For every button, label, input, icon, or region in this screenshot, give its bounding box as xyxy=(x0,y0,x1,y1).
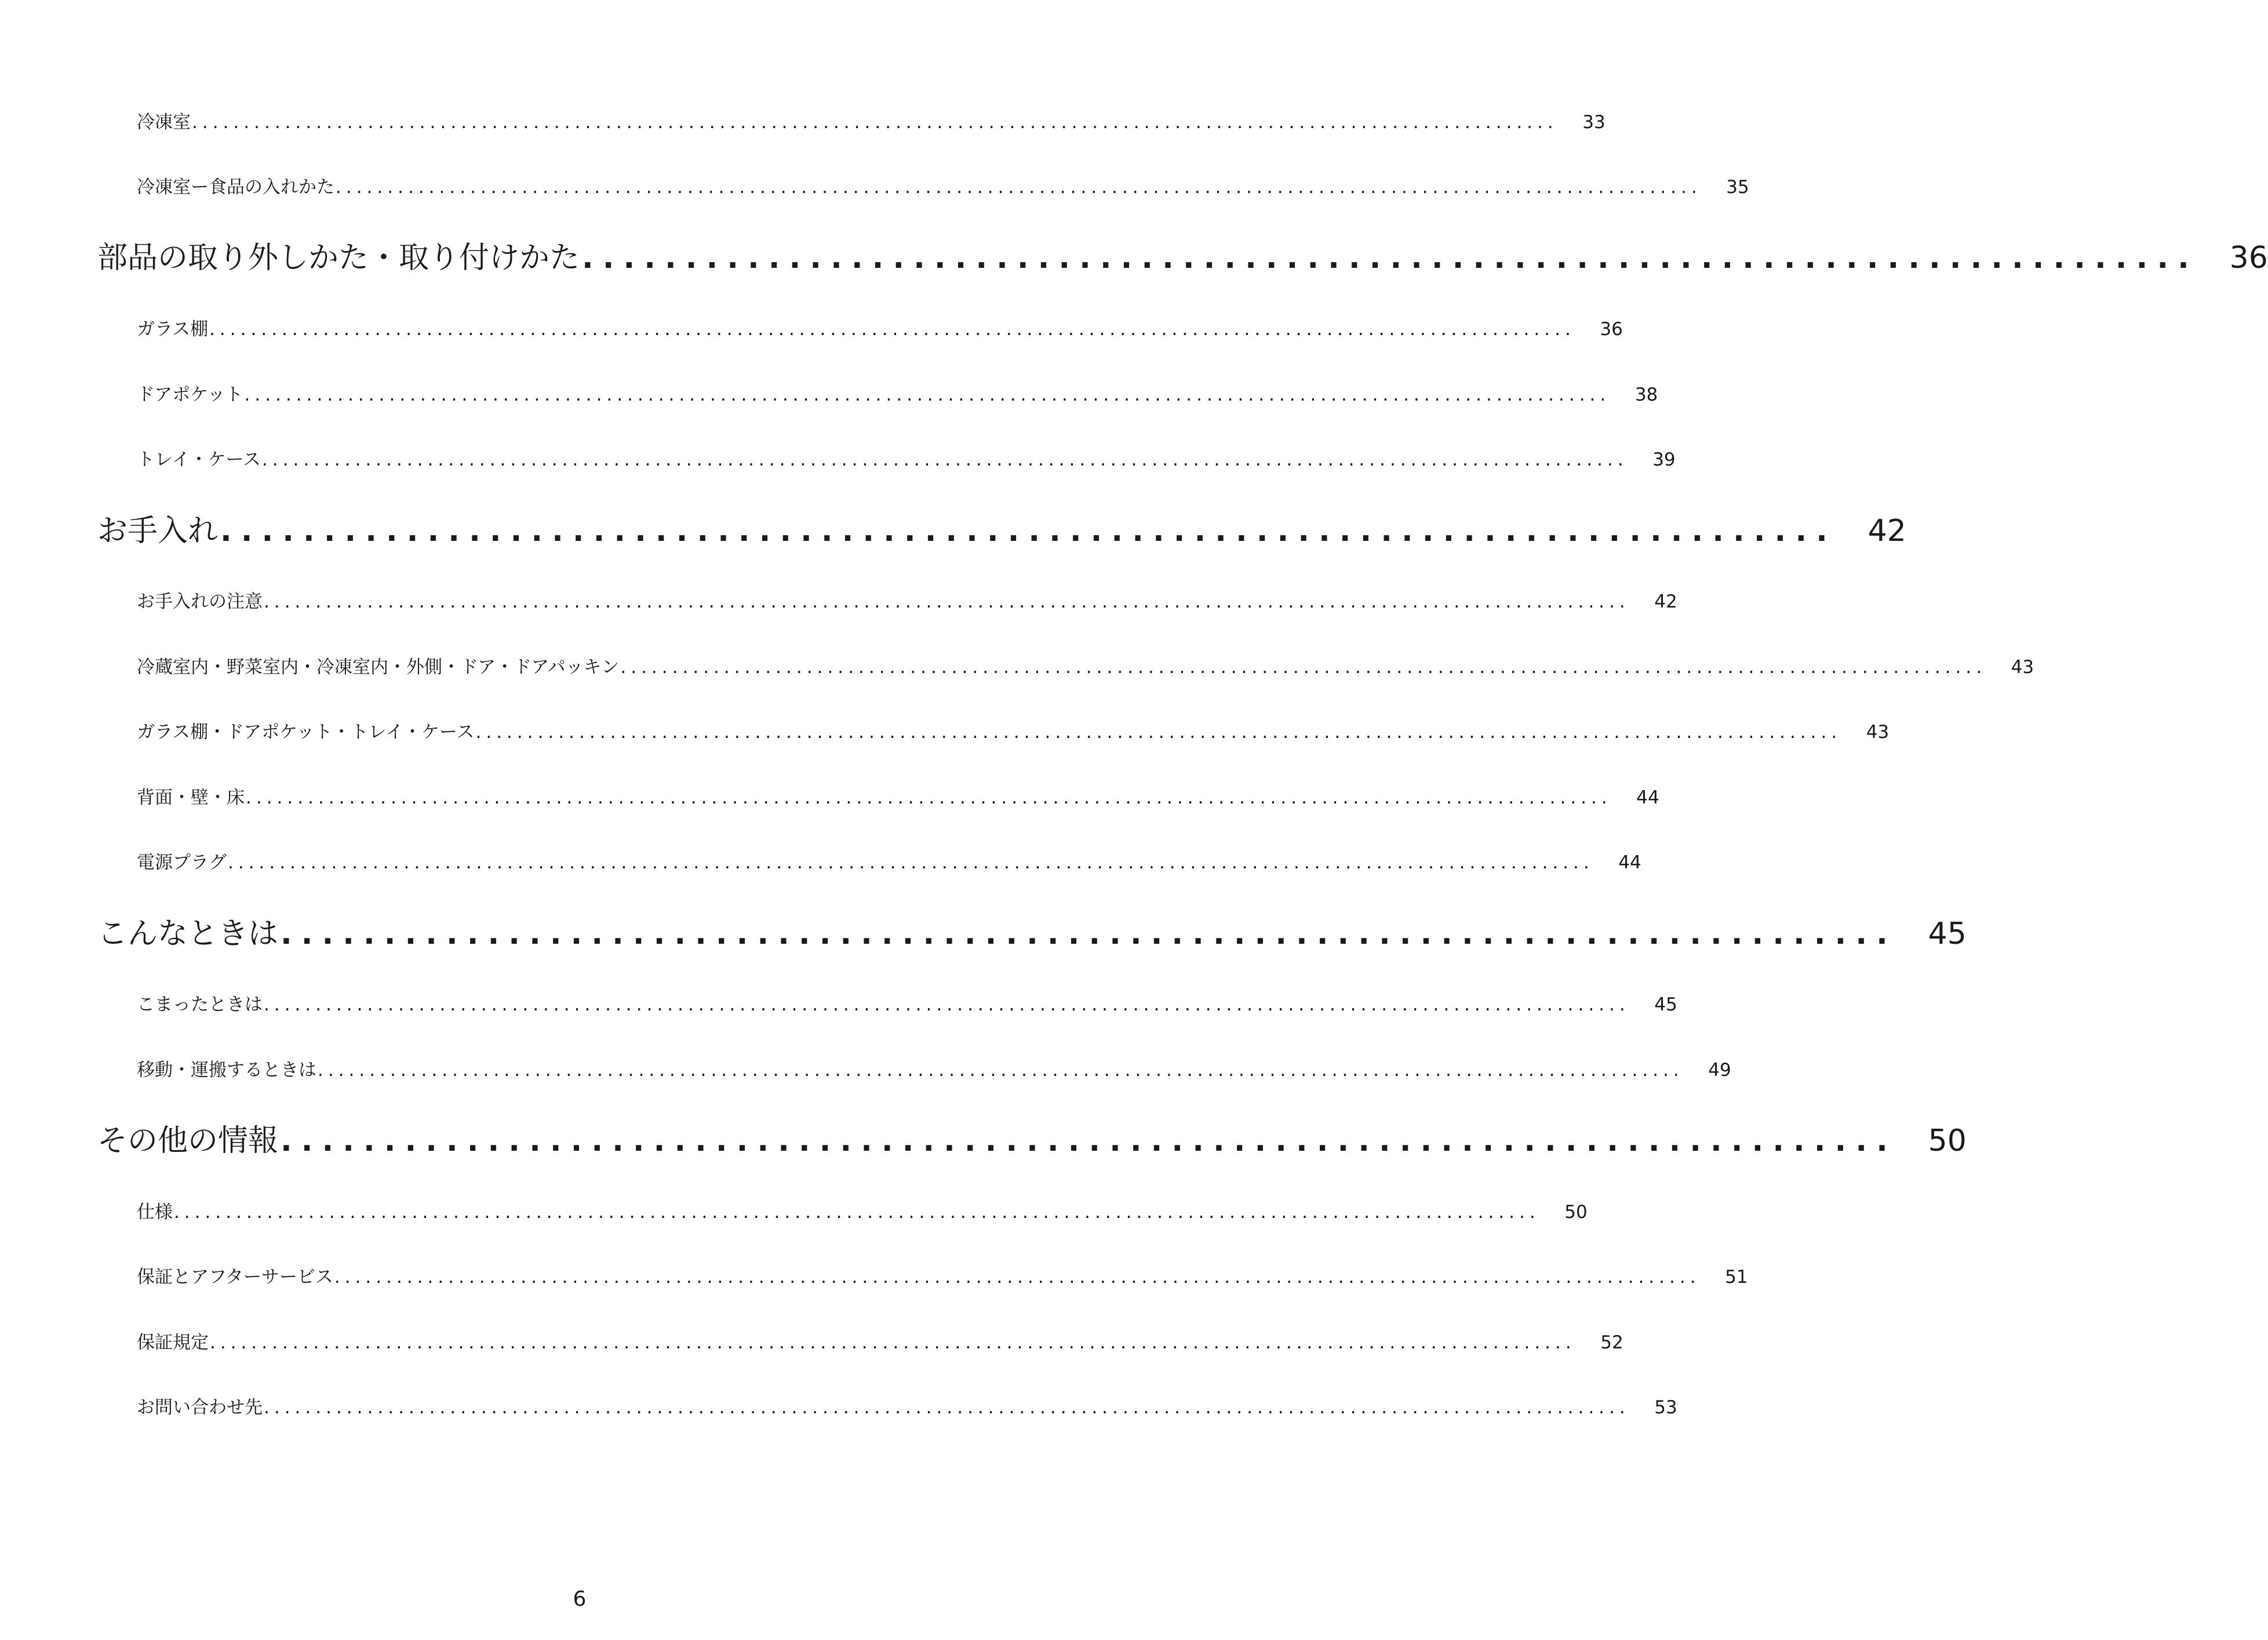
toc-section-heading[interactable] xyxy=(97,233,2268,275)
dot-leader: .................................................................................................................................... xyxy=(264,1397,1630,1418)
toc-entry-page: 52 xyxy=(1600,1332,1623,1353)
page-number: 6 xyxy=(573,1587,587,1611)
toc-entry-label: ドアポケット xyxy=(137,384,243,405)
toc-entry[interactable] xyxy=(137,172,1749,198)
toc-entry-label: 電源プラグ xyxy=(137,852,227,873)
toc-section-label: こんなときは xyxy=(97,917,279,951)
toc-entry-page: 33 xyxy=(1582,112,1606,133)
toc-entry-page: 49 xyxy=(1708,1060,1731,1081)
toc-entry-label: 冷凍室ー食品の入れかた xyxy=(137,177,334,198)
toc-entry-page: 35 xyxy=(1726,177,1749,198)
toc-section-label: その他の情報 xyxy=(97,1123,279,1158)
toc-section-heading[interactable] xyxy=(97,909,1967,951)
toc-entry[interactable] xyxy=(137,1262,1748,1288)
toc-entry-page: 45 xyxy=(1654,994,1677,1015)
toc-section-heading[interactable] xyxy=(97,1116,1967,1158)
toc-entry-page: 38 xyxy=(1634,384,1658,405)
toc-entry-label: 移動・運搬するときは xyxy=(137,1060,316,1081)
toc-entry[interactable] xyxy=(137,717,1890,743)
dot-leader: .................................................................................................................................... xyxy=(264,591,1630,612)
dot-leader: .............................................................................. xyxy=(281,1123,1897,1158)
dot-leader: .................................................................................................................................... xyxy=(334,1267,1701,1288)
toc-section-heading[interactable] xyxy=(97,506,1906,548)
toc-entry-page: 43 xyxy=(2011,657,2034,678)
toc-entry-page: 42 xyxy=(1654,591,1677,612)
toc-entry[interactable] xyxy=(137,1197,1588,1223)
toc-entry-page: 50 xyxy=(1564,1202,1588,1223)
toc-entry-label: 保証とアフターサービス xyxy=(137,1267,333,1288)
toc-entry[interactable] xyxy=(137,314,1623,340)
dot-leader: .............................................................................. xyxy=(281,917,1897,951)
toc-entry-label: ガラス棚 xyxy=(137,319,209,340)
toc-section-page: 45 xyxy=(1928,917,1967,951)
toc-entry[interactable] xyxy=(137,1328,1623,1353)
dot-leader: .................................................................................................................................... xyxy=(318,1060,1684,1081)
toc-entry-label: こまったときは xyxy=(137,994,263,1015)
toc-entry-label: 冷蔵室内・野菜室内・冷凍室内・外側・ドア・ドアパッキン xyxy=(137,657,620,678)
dot-leader: .................................................................................................................................... xyxy=(192,112,1558,133)
dot-leader: .................................................................................................................................... xyxy=(209,319,1575,340)
toc-section-page: 36 xyxy=(2229,241,2268,275)
toc-entry-page: 51 xyxy=(1725,1267,1748,1288)
toc-entry-label: 保証規定 xyxy=(137,1332,209,1353)
toc-section-page: 50 xyxy=(1928,1123,1967,1158)
dot-leader: .................................................................................................................................... xyxy=(210,1332,1576,1353)
dot-leader: .............................................................................. xyxy=(220,514,1837,548)
toc-entry-label: お手入れの注意 xyxy=(137,591,263,612)
toc-entry-label: トレイ・ケース xyxy=(137,449,261,470)
toc-entry[interactable] xyxy=(137,445,1676,470)
dot-leader: .................................................................................................................................... xyxy=(244,384,1611,405)
toc-entry-label: 冷凍室 xyxy=(137,112,191,133)
toc-entry[interactable] xyxy=(137,1392,1677,1418)
toc-entry[interactable] xyxy=(137,848,1641,873)
toc-entry-page: 43 xyxy=(1866,722,1890,743)
toc-entry[interactable] xyxy=(137,652,2034,678)
dot-leader: .................................................................................................................................... xyxy=(336,177,1702,198)
toc-entry[interactable] xyxy=(137,990,1677,1015)
dot-leader: .................................................................................................................................... xyxy=(475,722,1842,743)
toc-entry-label: ガラス棚・ドアポケット・トレイ・ケース xyxy=(137,722,475,743)
toc-entry[interactable] xyxy=(137,380,1658,405)
toc-entry-page: 44 xyxy=(1636,787,1659,808)
toc-entry-label: 仕様 xyxy=(137,1202,173,1223)
dot-leader: .................................................................................................................................... xyxy=(228,852,1594,873)
toc-section-page: 42 xyxy=(1867,514,1906,548)
toc-section-label: 部品の取り外しかた・取り付けかた xyxy=(97,241,580,275)
toc-entry-page: 44 xyxy=(1618,852,1641,873)
dot-leader: .................................................................................................................................... xyxy=(246,787,1612,808)
toc-entry[interactable] xyxy=(137,1055,1731,1081)
toc-entry-page: 36 xyxy=(1600,319,1623,340)
toc-entry-page: 39 xyxy=(1652,449,1676,470)
toc-entry-page: 53 xyxy=(1654,1397,1677,1418)
dot-leader: .............................................................................. xyxy=(582,241,2198,275)
dot-leader: .................................................................................................................................... xyxy=(261,449,1628,470)
toc-entry-label: お問い合わせ先 xyxy=(137,1397,263,1418)
toc-section-label: お手入れ xyxy=(97,514,219,548)
dot-leader: .................................................................................................................................... xyxy=(620,657,1987,678)
toc-entry-label: 背面・壁・床 xyxy=(137,787,245,808)
toc-entry[interactable] xyxy=(137,107,1606,133)
dot-leader: .................................................................................................................................... xyxy=(174,1202,1540,1223)
toc-entry[interactable] xyxy=(137,587,1677,612)
toc-entry[interactable] xyxy=(137,783,1659,808)
dot-leader: .................................................................................................................................... xyxy=(264,994,1630,1015)
